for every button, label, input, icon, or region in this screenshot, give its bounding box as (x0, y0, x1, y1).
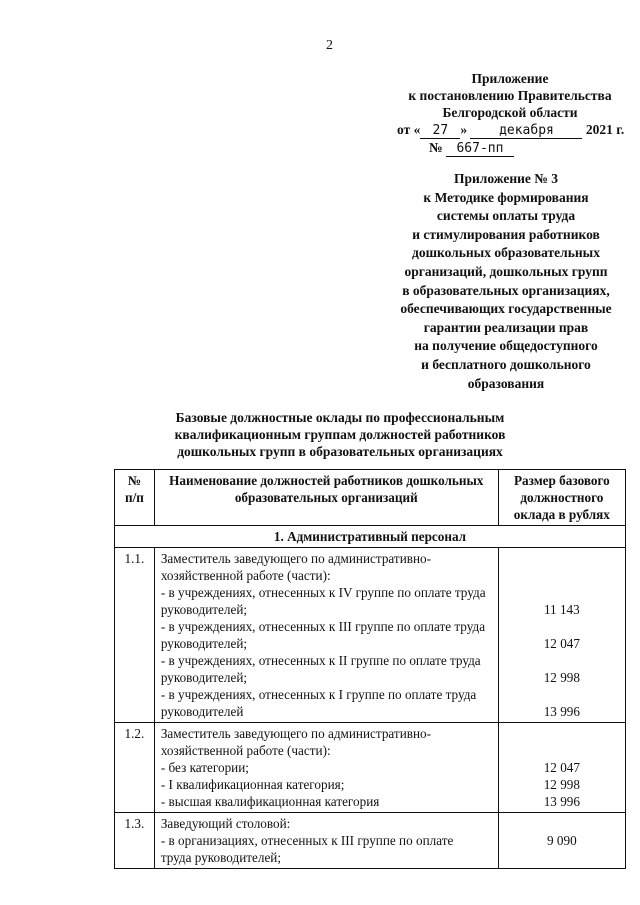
approval-number-line (395, 139, 625, 157)
salary-value: 12 047 (543, 760, 580, 775)
section-title: 1. Административный персонал (115, 526, 626, 548)
row-line: - без категории; (160, 760, 249, 775)
annex-line: образования (467, 375, 545, 391)
number-prefix: № (429, 140, 443, 155)
row-number: 1.2. (115, 723, 155, 813)
row-position-name (154, 813, 498, 869)
date-year: 2021 г. (585, 122, 625, 137)
section-row (115, 526, 626, 548)
row-line: хозяйственной работе (части): (160, 743, 331, 758)
table-row (115, 548, 626, 723)
salary-value: 12 998 (543, 670, 580, 685)
row-number: 1.3. (115, 813, 155, 869)
row-line: Заместитель заведующего по административно- (160, 726, 432, 741)
header-name-line: образовательных организаций (234, 490, 418, 505)
annex-line: обеспечивающих государственные (400, 301, 612, 317)
annex-line: к Методике формирования (423, 189, 589, 205)
row-line: Заместитель заведующего по административно- (160, 551, 432, 566)
header-position-name (154, 470, 498, 526)
row-line: - высшая квалификационная категория (160, 794, 380, 809)
row-line: - в учреждениях, отнесенных к I группе по оплате труда (160, 687, 477, 702)
row-line: руководителей; (160, 670, 248, 685)
title-line: дошкольных групп в образовательных организациях (177, 444, 503, 459)
salary-value: 13 996 (543, 794, 580, 809)
salary-value: 11 143 (543, 602, 580, 617)
approval-stamp-block (395, 70, 625, 157)
salary-value: 9 090 (547, 833, 577, 848)
annex-line: и стимулирования работников (412, 226, 600, 242)
salary-value: 13 996 (543, 704, 580, 719)
header-salary-size (498, 470, 625, 526)
header-size-line: должностного (520, 490, 604, 505)
annex-line: и бесплатного дошкольного (421, 356, 591, 372)
row-position-name (154, 548, 498, 723)
row-salary-values (498, 548, 625, 723)
date-mid: » (460, 122, 468, 137)
approval-line-1: Приложение (471, 71, 549, 86)
row-line: - в учреждениях, отнесенных к III группе по оплате труда (160, 619, 486, 634)
annex-line: на получение общедоступного (414, 338, 598, 354)
row-line: хозяйственной работе (части): (160, 568, 331, 583)
page-number: 2 (326, 38, 333, 53)
annex-line: в образовательных организациях, (402, 282, 610, 298)
annex-line: дошкольных образовательных (412, 245, 600, 261)
document-title (140, 409, 540, 460)
row-line: руководителей; (160, 636, 248, 651)
approval-line-3: Белгородской области (442, 105, 578, 120)
header-number-line: № (127, 473, 142, 488)
row-line: руководителей; (160, 602, 248, 617)
row-position-name (154, 723, 498, 813)
annex-line: организаций, дошкольных групп (404, 263, 608, 279)
date-prefix: от « (397, 122, 421, 137)
annex-heading (378, 170, 634, 393)
salary-value: 12 998 (543, 777, 580, 792)
table-row (115, 813, 626, 869)
annex-line: Приложение № 3 (454, 171, 558, 186)
row-line: труда руководителей; (160, 850, 282, 865)
date-month: декабря (470, 124, 582, 139)
row-line: руководителей (160, 704, 244, 719)
row-number: 1.1. (115, 548, 155, 723)
row-salary-values (498, 723, 625, 813)
header-size-line: оклада в рублях (513, 507, 610, 522)
row-line: - I квалификационная категория; (160, 777, 345, 792)
table-header-row (115, 470, 626, 526)
row-line: Заведующий столовой: (160, 816, 291, 831)
title-line: Базовые должностные оклады по профессиональным (175, 410, 505, 425)
table-row (115, 723, 626, 813)
header-size-line: Размер базового (513, 473, 610, 488)
annex-line: гарантии реализации прав (423, 319, 589, 335)
salary-value: 12 047 (543, 636, 580, 651)
date-day: 27 (420, 124, 460, 139)
approval-line-2: к постановлению Правительства (408, 88, 612, 103)
row-line: - в организациях, отнесенных к III группе по оплате (160, 833, 454, 848)
row-salary-values (498, 813, 625, 869)
annex-line: системы оплаты труда (436, 208, 576, 224)
header-number-line: п/п (124, 490, 144, 505)
header-name-line: Наименование должностей работников дошкольных (169, 473, 484, 488)
row-line: - в учреждениях, отнесенных к II группе по оплате труда (160, 653, 481, 668)
salary-table (114, 469, 626, 869)
header-number (115, 470, 155, 526)
number-value: 667-пп (446, 142, 514, 157)
approval-date-line (395, 121, 625, 139)
title-line: квалификационным группам должностей работников (174, 427, 506, 442)
row-line: - в учреждениях, отнесенных к IV группе по оплате труда (160, 585, 486, 600)
